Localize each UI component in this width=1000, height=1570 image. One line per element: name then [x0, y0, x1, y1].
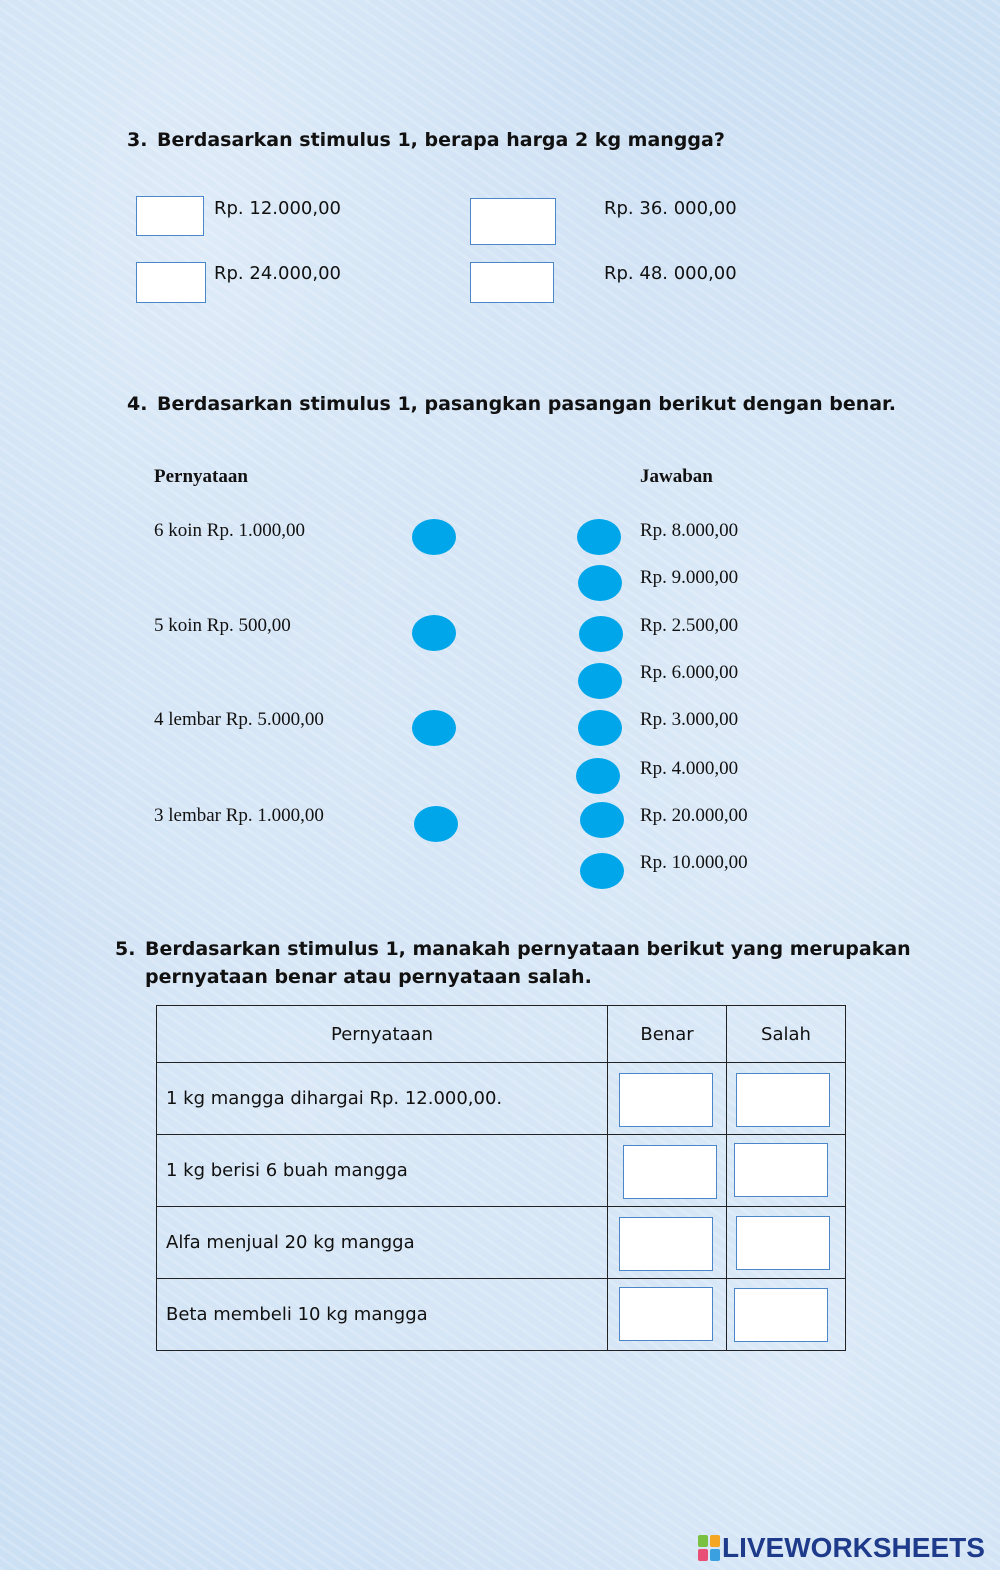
salah-cell: [727, 1279, 846, 1351]
match-right-dot-7[interactable]: [580, 802, 624, 838]
match-right-dot-1[interactable]: [577, 519, 621, 555]
question-3-text: Berdasarkan stimulus 1, berapa harga 2 kg mangga?: [157, 129, 725, 151]
match-left-dot-1[interactable]: [412, 519, 456, 555]
question-5-text-line-2: pernyataan benar atau pernyataan salah.: [145, 966, 592, 988]
salah-answer-box[interactable]: [736, 1216, 830, 1270]
benar-answer-box[interactable]: [623, 1145, 717, 1199]
q3-answer-box-4[interactable]: [470, 262, 554, 303]
benar-cell: [608, 1279, 727, 1351]
salah-answer-box[interactable]: [734, 1288, 828, 1342]
match-left-dot-2[interactable]: [412, 615, 456, 651]
match-answer-2: Rp. 9.000,00: [640, 567, 739, 588]
match-right-dot-2[interactable]: [578, 565, 622, 601]
statement-text: 1 kg mangga dihargai Rp. 12.000,00.: [157, 1063, 608, 1135]
match-statement-4: 3 lembar Rp. 1.000,00: [154, 805, 324, 826]
table-row: [157, 1063, 846, 1135]
q3-answer-box-1[interactable]: [136, 196, 204, 236]
statement-table: [156, 1005, 846, 1351]
table-header-row: [157, 1006, 846, 1063]
salah-answer-box[interactable]: [736, 1073, 830, 1127]
benar-answer-box[interactable]: [619, 1287, 713, 1341]
salah-cell: [727, 1063, 846, 1135]
question-5-title: [0, 935, 1000, 995]
match-answer-3: Rp. 2.500,00: [640, 615, 739, 636]
match-right-header: Jawaban: [640, 466, 713, 487]
salah-cell: [727, 1207, 846, 1279]
logo-square-pink: [698, 1549, 708, 1561]
column-header-pernyataan: Pernyataan: [157, 1006, 608, 1063]
match-right-dot-3[interactable]: [579, 616, 623, 652]
match-right-dot-5[interactable]: [578, 710, 622, 746]
match-statement-1: 6 koin Rp. 1.000,00: [154, 520, 305, 541]
q3-option-label-2: Rp. 24.000,00: [214, 263, 341, 284]
match-right-dot-8[interactable]: [580, 853, 624, 889]
match-left-dot-3[interactable]: [412, 710, 456, 746]
salah-cell: [727, 1135, 846, 1207]
match-answer-7: Rp. 20.000,00: [640, 805, 748, 826]
match-statement-3: 4 lembar Rp. 5.000,00: [154, 709, 324, 730]
q3-option-label-4: Rp. 48. 000,00: [604, 263, 737, 284]
table-row: [157, 1135, 846, 1207]
benar-cell: [608, 1135, 727, 1207]
q3-option-label-3: Rp. 36. 000,00: [604, 198, 737, 219]
question-3-title: [0, 126, 1000, 156]
statement-text: 1 kg berisi 6 buah mangga: [157, 1135, 608, 1207]
question-5-number: 5.: [115, 938, 136, 960]
column-header-benar: Benar: [608, 1006, 727, 1063]
match-answer-4: Rp. 6.000,00: [640, 662, 739, 683]
question-4-text: Berdasarkan stimulus 1, pasangkan pasangan berikut dengan benar.: [157, 393, 896, 415]
liveworksheets-logo-icon: [698, 1535, 720, 1561]
q3-answer-box-2[interactable]: [136, 262, 206, 303]
question-5-text-line-1: Berdasarkan stimulus 1, manakah pernyataan berikut yang merupakan: [145, 938, 911, 960]
match-right-dot-6[interactable]: [576, 758, 620, 794]
benar-cell: [608, 1207, 727, 1279]
match-answer-1: Rp. 8.000,00: [640, 520, 739, 541]
match-left-header: Pernyataan: [154, 466, 248, 487]
logo-square-blue: [710, 1549, 720, 1561]
match-answer-8: Rp. 10.000,00: [640, 852, 748, 873]
liveworksheets-logo: [698, 1532, 985, 1564]
table-row: [157, 1279, 846, 1351]
liveworksheets-logo-text: LIVEWORKSHEETS: [722, 1532, 985, 1563]
statement-text: Beta membeli 10 kg mangga: [157, 1279, 608, 1351]
match-left-dot-4[interactable]: [414, 806, 458, 842]
benar-answer-box[interactable]: [619, 1073, 713, 1127]
logo-square-orange: [710, 1535, 720, 1547]
question-4-number: 4.: [127, 393, 148, 415]
question-4-title: [0, 390, 1000, 420]
q3-option-label-1: Rp. 12.000,00: [214, 198, 341, 219]
match-statement-2: 5 koin Rp. 500,00: [154, 615, 291, 636]
table-row: [157, 1207, 846, 1279]
benar-cell: [608, 1063, 727, 1135]
column-header-salah: Salah: [727, 1006, 846, 1063]
q3-answer-box-3[interactable]: [470, 198, 556, 245]
benar-answer-box[interactable]: [619, 1217, 713, 1271]
match-right-dot-4[interactable]: [578, 663, 622, 699]
match-answer-5: Rp. 3.000,00: [640, 709, 739, 730]
statement-text: Alfa menjual 20 kg mangga: [157, 1207, 608, 1279]
match-answer-6: Rp. 4.000,00: [640, 758, 739, 779]
salah-answer-box[interactable]: [734, 1143, 828, 1197]
logo-square-green: [698, 1535, 708, 1547]
question-3-number: 3.: [127, 129, 148, 151]
